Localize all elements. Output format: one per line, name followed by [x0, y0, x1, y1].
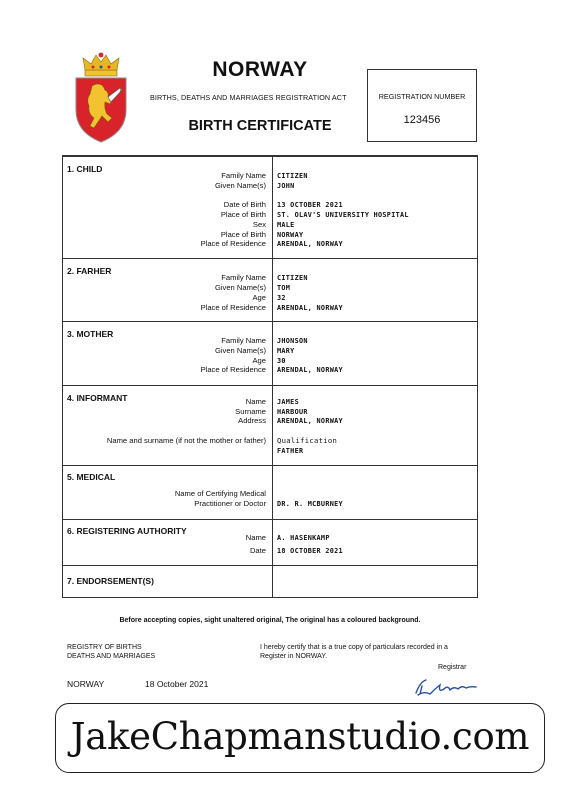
certification-statement: [260, 643, 448, 661]
field-label: Address: [238, 416, 266, 425]
section-title: 3. MOTHER: [67, 329, 114, 339]
certificate-title: BIRTH CERTIFICATE: [188, 118, 332, 134]
section-title: 5. MEDICAL: [67, 472, 116, 482]
registrar-label: Registrar: [438, 664, 467, 671]
section-child: [63, 156, 477, 258]
child-place-of-birth: ST. OLAV'S UNIVERSITY HOSPITAL: [277, 211, 409, 219]
field-label: Family Name: [221, 336, 266, 345]
field-label: Place of Birth: [220, 230, 266, 239]
field-label: Date: [249, 546, 266, 555]
registry-line: REGISTRY OF BIRTHS: [67, 644, 142, 651]
field-label: Age: [252, 356, 266, 365]
crown-icon: [83, 53, 119, 76]
issue-date: 18 October 2021: [145, 679, 209, 689]
informant-surname: HARBOUR: [277, 408, 308, 416]
certify-line: I hereby certify that is a true copy of particulars recorded in a: [260, 644, 448, 651]
registration-number-label: REGISTRATION NUMBER: [378, 92, 466, 101]
authenticity-note: Before accepting copies, sight unaltered original, The original has a coloured background.: [119, 617, 421, 624]
field-label: Name and surname (if not the mother or father): [106, 436, 266, 445]
issue-place: NORWAY: [67, 679, 105, 689]
section-title: 6. REGISTERING AUTHORITY: [67, 526, 187, 536]
mother-residence: ARENDAL, NORWAY: [277, 366, 343, 374]
country-name: NORWAY: [212, 58, 308, 81]
section-endorsements: [63, 565, 477, 598]
field-label: Surname: [235, 407, 266, 416]
authority-name: A. HASENKAMP: [277, 534, 330, 542]
field-label: Place of Residence: [200, 303, 266, 312]
section-title: 7. ENDORSEMENT(S): [67, 576, 154, 586]
child-birth-country: NORWAY: [277, 231, 304, 239]
mother-given-names: MARY: [277, 347, 295, 355]
child-given-names: JOHN: [277, 182, 295, 190]
section-father: [63, 258, 477, 321]
field-label: Name: [245, 533, 266, 542]
father-given-names: TOM: [277, 284, 291, 292]
mother-age: 30: [277, 357, 286, 365]
act-name: BIRTHS, DEATHS AND MARRIAGES REGISTRATION ACT: [150, 93, 347, 102]
father-age: 32: [277, 294, 286, 302]
field-label: Name of Certifying Medical: [174, 489, 266, 498]
father-residence: ARENDAL, NORWAY: [277, 304, 343, 312]
section-informant: [63, 385, 477, 465]
field-label: Place of Residence: [200, 239, 266, 248]
child-residence: ARENDAL, NORWAY: [277, 240, 343, 248]
watermark-banner: JakeChapmanstudio.com: [55, 703, 545, 773]
authority-date: 18 OCTOBER 2021: [277, 547, 343, 555]
registration-box: [367, 69, 477, 142]
father-family-name: CITIZEN: [277, 274, 308, 282]
mother-family-name: JHONSON: [277, 337, 308, 345]
field-label: Family Name: [221, 171, 266, 180]
child-date-of-birth: 13 OCTOBER 2021: [277, 201, 343, 209]
field-label: Given Name(s): [214, 181, 266, 190]
informant-qualification: FATHER: [277, 447, 304, 455]
qualification-label: Qualification: [277, 436, 338, 445]
child-sex: MALE: [277, 221, 295, 229]
informant-name: JAMES: [277, 398, 299, 406]
section-title: 4. INFORMANT: [67, 393, 128, 403]
field-label: Family Name: [221, 273, 266, 282]
field-label: Given Name(s): [214, 283, 266, 292]
child-family-name: CITIZEN: [277, 172, 308, 180]
field-label: Date of Birth: [223, 200, 266, 209]
section-mother: [63, 321, 477, 385]
registrar-signature: [412, 676, 482, 698]
section-medical: [63, 465, 477, 519]
certificate-table: [62, 155, 478, 598]
section-title: 2. FARHER: [67, 266, 112, 276]
section-registering-authority: [63, 519, 477, 565]
field-label: Sex: [252, 220, 266, 229]
norway-coat-of-arms-icon: [72, 52, 130, 144]
registry-name: [67, 643, 155, 661]
registration-number: 123456: [403, 114, 441, 126]
field-label: Place of Birth: [220, 210, 266, 219]
medical-practitioner: DR. R. MCBURNEY: [277, 500, 343, 508]
field-label: Practitioner or Doctor: [194, 499, 266, 508]
section-title: 1. CHILD: [67, 164, 103, 174]
field-label: Given Name(s): [214, 346, 266, 355]
registry-line: DEATHS AND MARRIAGES: [67, 653, 156, 660]
field-label: Name: [245, 397, 266, 406]
field-label: Age: [252, 293, 266, 302]
certify-line: Register in NORWAY.: [260, 653, 328, 660]
informant-address: ARENDAL, NORWAY: [277, 417, 343, 425]
field-label: Place of Residence: [200, 365, 266, 374]
